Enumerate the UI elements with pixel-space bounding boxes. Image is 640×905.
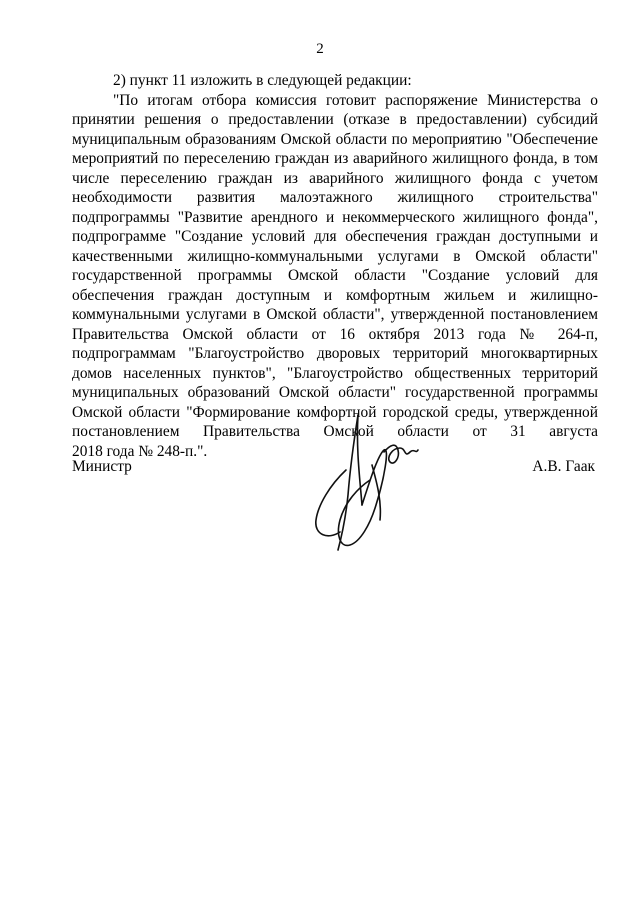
body-line: "По итогам отбора комиссия готовит распоряжение Министерства о: [113, 92, 598, 109]
body-line: муниципальным образованиям Омской области по мероприятию "Обеспечение: [72, 131, 598, 148]
body-line: Омской области "Формирование комфортной городской среды, утвержденной: [72, 404, 598, 421]
handwritten-signature: [300, 410, 430, 560]
body-line: государственной программы Омской области "Создание условий для: [72, 267, 598, 284]
body-line: муниципальных образований Омской области" государственной программы: [72, 384, 598, 401]
page-number: 2: [316, 41, 324, 57]
body-line: коммунальными услугами в Омской области", утвержденной постановлением: [72, 306, 598, 323]
body-line: 2018 года № 248-п.".: [72, 443, 208, 460]
signatory-name: А.В. Гаак: [532, 458, 595, 475]
body-line: 2) пункт 11 изложить в следующей редакции:: [113, 72, 412, 89]
body-line: Правительства Омской области от 16 октября 2013 года № 264-п,: [72, 326, 598, 343]
body-line: подпрограммам "Благоустройство дворовых территорий многоквартирных: [72, 345, 598, 362]
body-line: принятии решения о предоставлении (отказе в предоставлении) субсидий: [72, 111, 598, 128]
body-line: необходимости развития малоэтажного жилищного строительства": [72, 189, 598, 206]
body-line: качественными жилищно-коммунальными услугами в Омской области": [72, 248, 598, 265]
body-line: числе переселению граждан из аварийного жилищного фонда с учетом: [72, 170, 598, 187]
body-line: домов населенных пунктов", "Благоустройство общественных территорий: [72, 365, 598, 382]
signatory-title: Министр: [72, 458, 132, 475]
body-line: подпрограммы "Развитие арендного и некоммерческого жилищного фонда",: [72, 209, 598, 226]
body-line: мероприятий по переселению граждан из аварийного жилищного фонда, в том: [72, 150, 598, 167]
body-line: подпрограмме "Создание условий для обеспечения граждан доступными и: [72, 228, 598, 245]
body-line: обеспечения граждан доступным и комфортным жильем и жилищно-: [72, 287, 598, 304]
body-line: постановлением Правительства Омской области от 31 августа: [72, 423, 598, 440]
